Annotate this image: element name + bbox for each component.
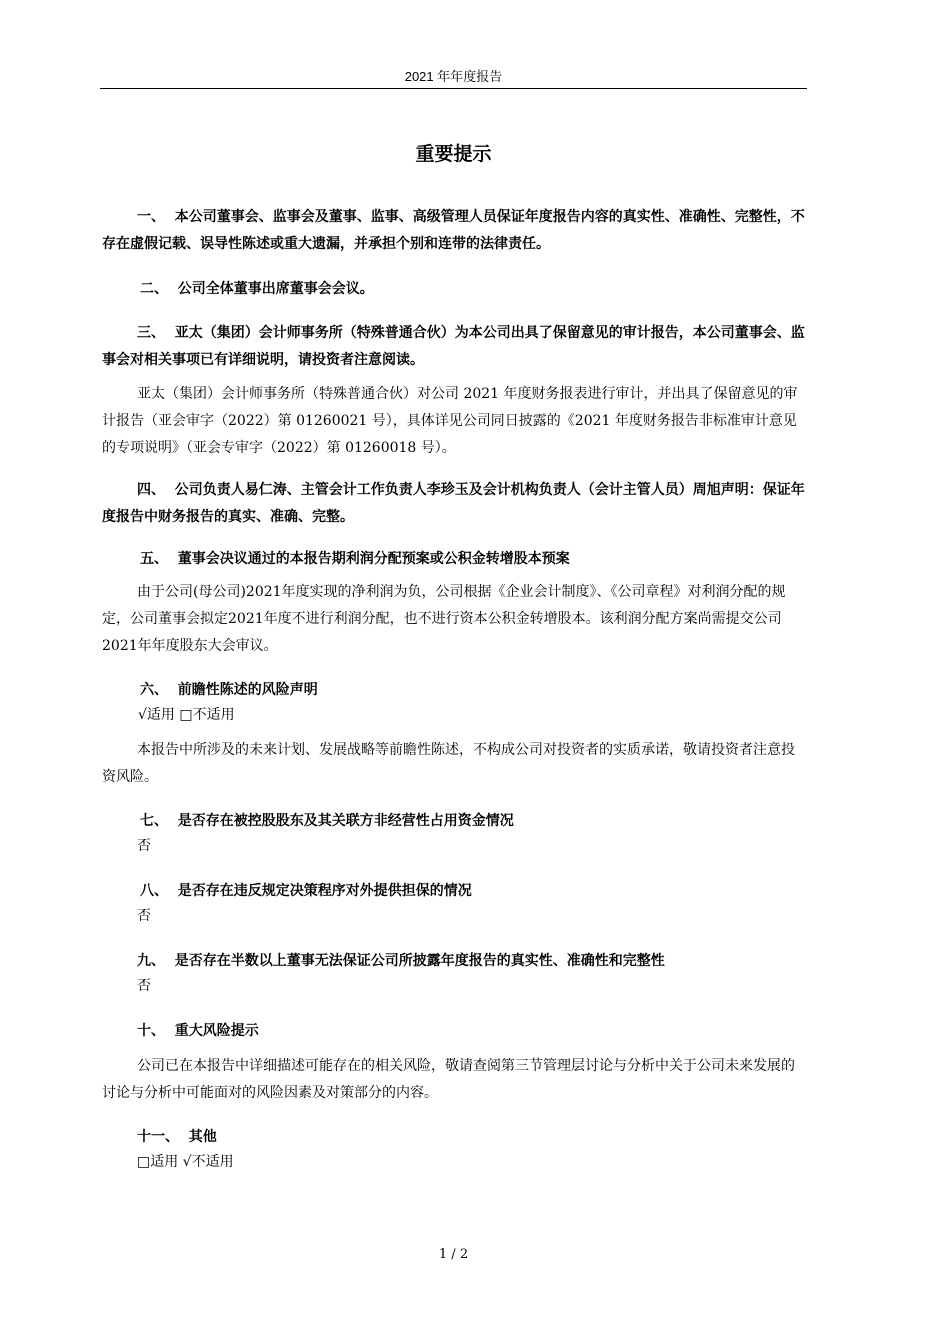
- section-4: [102, 477, 807, 531]
- section-11-text: 其他: [188, 1129, 217, 1145]
- section-8-answer: 否: [137, 908, 151, 924]
- section-10: [102, 1018, 807, 1045]
- section-10-text: 重大风险提示: [174, 1023, 259, 1039]
- section-5-body: 由于公司(母公司)2021年度实现的净利润为负，公司根据《企业会计制度》、《公司章程》对利润分配的规定，公司董事会拟定2021年度不进行利润分配，也不进行资本公积金转增股本。该利润分配方案尚需提交公司2021年年度股东大会审议。: [102, 584, 786, 654]
- section-7-answer: 否: [137, 838, 151, 854]
- section-11-choice: □适用 √不适用: [137, 1154, 234, 1170]
- section-6-number: 六、: [140, 682, 168, 698]
- section-10-body: 公司已在本报告中详细描述可能存在的相关风险，敬请查阅第三节管理层讨论与分析中关于公司未来发展的讨论与分析中可能面对的风险因素及对策部分的内容。: [102, 1058, 795, 1101]
- section-6: [102, 677, 807, 704]
- section-9-answer: 否: [137, 978, 151, 994]
- section-6-text: 前瞻性陈述的风险声明: [177, 682, 318, 698]
- section-3-body: 亚太（集团）会计师事务所（特殊普通合伙）对公司 2021 年度财务报表进行审计，并出具了保留意见的审计报告（亚会审字（2022）第 01260021 号），具体详见公司同日披露的《2021 年度财务报告非标准审计意见的专项说明》（亚会专审字（2022）第 01260018 号）。: [102, 386, 798, 456]
- section-4-number: 四、: [137, 482, 165, 498]
- section-2-text: 公司全体董事出席董事会会议。: [177, 281, 374, 297]
- section-3-number: 三、: [137, 325, 165, 341]
- running-header: 2021 年年度报告: [404, 69, 503, 84]
- section-11-number: 十一、: [137, 1129, 179, 1145]
- section-3: [102, 320, 807, 374]
- section-2-number: 二、: [140, 281, 168, 297]
- section-11: [102, 1124, 807, 1151]
- section-4-text: 公司负责人易仁涛、主管会计工作负责人李珍玉及会计机构负责人（会计主管人员）周旭声明：保证年度报告中财务报告的真实、准确、完整。: [102, 482, 805, 525]
- section-9: [102, 948, 807, 975]
- section-7-text: 是否存在被控股股东及其关联方非经营性占用资金情况: [177, 813, 514, 829]
- section-8-number: 八、: [140, 883, 168, 899]
- section-1-number: 一、: [137, 209, 165, 225]
- section-5: [102, 546, 807, 573]
- section-1: [102, 204, 807, 258]
- section-6-choice: √适用 □不适用: [138, 707, 235, 723]
- section-3-text: 亚太（集团）会计师事务所（特殊普通合伙）为本公司出具了保留意见的审计报告，本公司董事会、监事会对相关事项已有详细说明，请投资者注意阅读。: [102, 325, 805, 368]
- section-6-body: 本报告中所涉及的未来计划、发展战略等前瞻性陈述，不构成公司对投资者的实质承诺，敬请投资者注意投资风险。: [102, 742, 795, 785]
- section-7-number: 七、: [140, 813, 168, 829]
- section-5-text: 董事会决议通过的本报告期利润分配预案或公积金转增股本预案: [177, 551, 570, 567]
- page-title: 重要提示: [415, 143, 492, 165]
- section-7: [102, 808, 807, 835]
- page-number: 1 / 2: [438, 1247, 469, 1262]
- section-10-number: 十、: [137, 1023, 165, 1039]
- section-5-number: 五、: [140, 551, 168, 567]
- section-9-text: 是否存在半数以上董事无法保证公司所披露年度报告的真实性、准确性和完整性: [174, 953, 665, 969]
- section-1-text: 本公司董事会、监事会及董事、监事、高级管理人员保证年度报告内容的真实性、准确性、完整性，不存在虚假记载、误导性陈述或重大遗漏，并承担个别和连带的法律责任。: [102, 209, 805, 252]
- section-2: [102, 276, 807, 303]
- header-rule: [100, 88, 807, 89]
- section-9-number: 九、: [137, 953, 165, 969]
- section-8: [102, 878, 807, 905]
- section-8-text: 是否存在违反规定决策程序对外提供担保的情况: [177, 883, 472, 899]
